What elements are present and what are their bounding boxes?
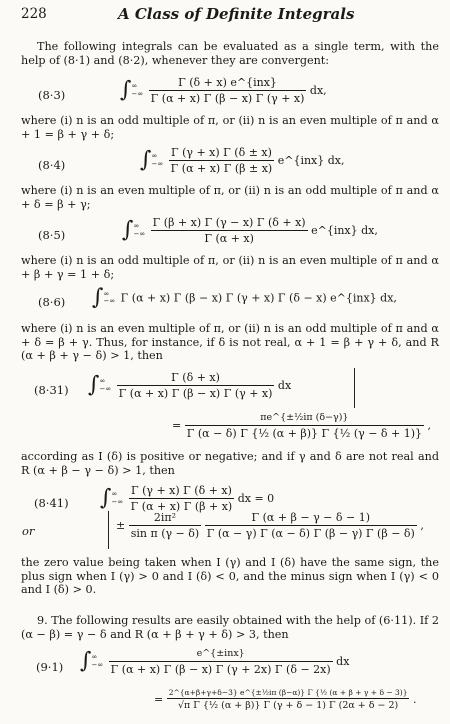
denominator: Γ (α − δ) Γ {½ (α + β)} Γ {½ (γ − δ + 1)} (186, 426, 423, 440)
numerator: Γ (δ + x) e^{inx} (149, 76, 307, 91)
eq-8-41-rhs (116, 511, 424, 541)
punctuation: . (412, 692, 417, 706)
eq-8-5-label: (8·5) (38, 228, 66, 242)
differential: dx, (309, 83, 327, 97)
page-number: 228 (21, 6, 47, 22)
fraction (185, 412, 424, 440)
upper-limit: ∞ (111, 490, 118, 499)
cond-8-31: according as I (δ) is positive or negative; and if γ and δ are not real and R (α + β − γ − δ) > 1, then (21, 450, 439, 477)
fraction (151, 216, 308, 246)
upper-limit: ∞ (131, 82, 138, 91)
upper-limit: ∞ (151, 152, 158, 161)
eq-9-1-rhs: = $\frac{\text{2\textasciicircum{}\{α+β+γ+δ−3\} e\textasciicircum{}\{±½iπ (β−α)\} Γ \{½ (α + β + γ + δ − 3)\}}}{\text{√π Γ \{½ (α + β)\} Γ (γ + δ − 1) Γ (2α + δ − 2)}}$ . (154, 688, 417, 712)
integrand: Γ (α + x) Γ (β − x) Γ (γ + x) Γ (δ − x) e^{inx} dx, (120, 291, 397, 305)
denominator: Γ (α + x) Γ (β ± x) (170, 162, 273, 176)
upper-limit: ∞ (99, 377, 106, 386)
cond-8-3: where (i) n is an odd multiple of π, or (ii) n is an even multiple of π and α + 1 = β + γ + δ; (21, 114, 439, 141)
eq-9-1 (80, 648, 349, 676)
punctuation: , (427, 419, 432, 432)
eq-8-4-label: (8·4) (38, 158, 66, 172)
integral-sign: ∫ (80, 648, 92, 674)
differential: e^{inx} dx, (311, 223, 378, 237)
eq-8-41-label: (8·41) (34, 496, 69, 510)
numerator: e^{±inx} (109, 648, 333, 662)
denominator: Γ (α + x) Γ (β − x) Γ (γ + x) (118, 387, 273, 401)
denominator: Γ (α − γ) Γ (α − δ) Γ (β − γ) Γ (β − δ) (206, 527, 415, 541)
lower-limit: −∞ (133, 229, 146, 238)
numerator: Γ (β + x) Γ (γ − x) Γ (δ + x) (151, 216, 308, 231)
eq-8-6 (92, 285, 397, 312)
denominator: Γ (α + x) Γ (β − x) Γ (γ + 2x) Γ (δ − 2x) (110, 662, 331, 676)
cond-8-41: the zero value being taken when I (γ) and I (δ) have the same sign, the plus sign when I (γ) > 0 and I (δ) < 0, and the minus sign when I (γ) < 0 and I (δ) > 0. (21, 556, 439, 597)
differential: dx (277, 378, 292, 392)
margin-mark (354, 368, 355, 408)
integral-sign: ∫ (100, 485, 112, 511)
cond-8-5: where (i) n is an odd multiple of π, or (ii) n is an even multiple of π and α + β + γ = 1 + δ; (21, 254, 439, 281)
integral-sign: ∫ (140, 147, 152, 173)
denominator: Γ (α + x) Γ (β − x) Γ (γ + x) (150, 92, 305, 106)
eq-8-5 (122, 216, 378, 246)
numerator: Γ (γ + x) Γ (δ + x) (129, 484, 235, 499)
brace-mark (108, 511, 109, 549)
page-title: A Class of Definite Integrals (118, 5, 355, 23)
eq-8-6-label: (8·6) (38, 295, 66, 309)
eq-8-31-label: (8·31) (34, 383, 69, 397)
differential: dx (336, 655, 350, 668)
fraction (109, 648, 333, 676)
fraction (129, 511, 201, 541)
plus-minus: ± (116, 518, 126, 532)
lower-limit: −∞ (103, 297, 116, 306)
numerator: πe^{±½iπ (δ−γ)} (185, 412, 424, 426)
fraction (169, 146, 275, 176)
numerator: 2iπ² (129, 511, 201, 526)
or-label: or (22, 524, 35, 538)
upper-limit: ∞ (103, 289, 110, 298)
denominator: Γ (α + x) (204, 232, 254, 246)
numerator: Γ (δ + x) (117, 371, 275, 386)
fraction (167, 688, 410, 712)
fraction (129, 484, 235, 514)
integral-sign: ∫ (88, 372, 100, 398)
lower-limit: −∞ (99, 384, 112, 393)
integral-sign: ∫ (122, 217, 134, 243)
numerator: Γ (α + β − γ − δ − 1) (205, 511, 417, 526)
upper-limit: ∞ (133, 222, 140, 231)
eq-8-3 (120, 76, 327, 106)
section-9-paragraph: 9. The following results are easily obtained with the help of (6·11). If 2 (α − β) = γ − δ and R (α + β + γ + δ) > 3, then (21, 614, 439, 641)
denominator: √π Γ {½ (α + β)} Γ (γ + δ − 1) Γ (2α + δ − 2) (177, 700, 399, 712)
eq-8-3-label: (8·3) (38, 88, 66, 102)
denominator: Γ (α + x) Γ (β + x) (130, 500, 233, 514)
fraction (149, 76, 307, 106)
upper-limit: ∞ (91, 653, 98, 662)
lower-limit: −∞ (151, 159, 164, 168)
cond-8-6: where (i) n is an even multiple of π, or (ii) n is an odd multiple of π and α + δ = β + γ. Thus, for instance, if δ is not real, α + 1 = β + γ + δ, and R (α + β + γ − δ) > 1, then (21, 322, 439, 363)
integral-sign: ∫ (92, 285, 104, 310)
eq-9-1-label: (9·1) (36, 660, 64, 674)
eq-8-41 (100, 484, 274, 514)
fraction (117, 371, 275, 401)
differential: dx = 0 (237, 491, 275, 505)
differential: e^{inx} dx, (277, 153, 345, 167)
lower-limit: −∞ (131, 89, 144, 98)
denominator: sin π (γ − δ) (130, 527, 200, 541)
numerator: Γ (γ + x) Γ (δ ± x) (169, 146, 275, 161)
eq-8-4 (140, 146, 345, 176)
punctuation: , (420, 518, 424, 532)
cond-8-4: where (i) n is an even multiple of π, or (ii) n is an odd multiple of π and α + δ = β + γ; (21, 184, 439, 211)
integral-sign: ∫ (120, 77, 132, 103)
intro-paragraph: The following integrals can be evaluated as a single term, with the help of (8·1) and (8·2), whenever they are convergent: (21, 40, 439, 67)
eq-8-31-rhs: = $\frac{\text{πe\textasciicircum{}\{±½iπ (δ−γ)\}}}{\text{Γ (α − δ) Γ \{½ (α + β)\} Γ \{½ (γ − δ + 1)\}}}$ , (172, 412, 432, 440)
lower-limit: −∞ (111, 497, 124, 506)
numerator: 2^{α+β+γ+δ−3} e^{±½iπ (β−α)} Γ {½ (α + β + γ + δ − 3)} (167, 688, 410, 699)
eq-8-31 (88, 371, 291, 401)
lower-limit: −∞ (91, 661, 104, 669)
fraction (205, 511, 417, 541)
